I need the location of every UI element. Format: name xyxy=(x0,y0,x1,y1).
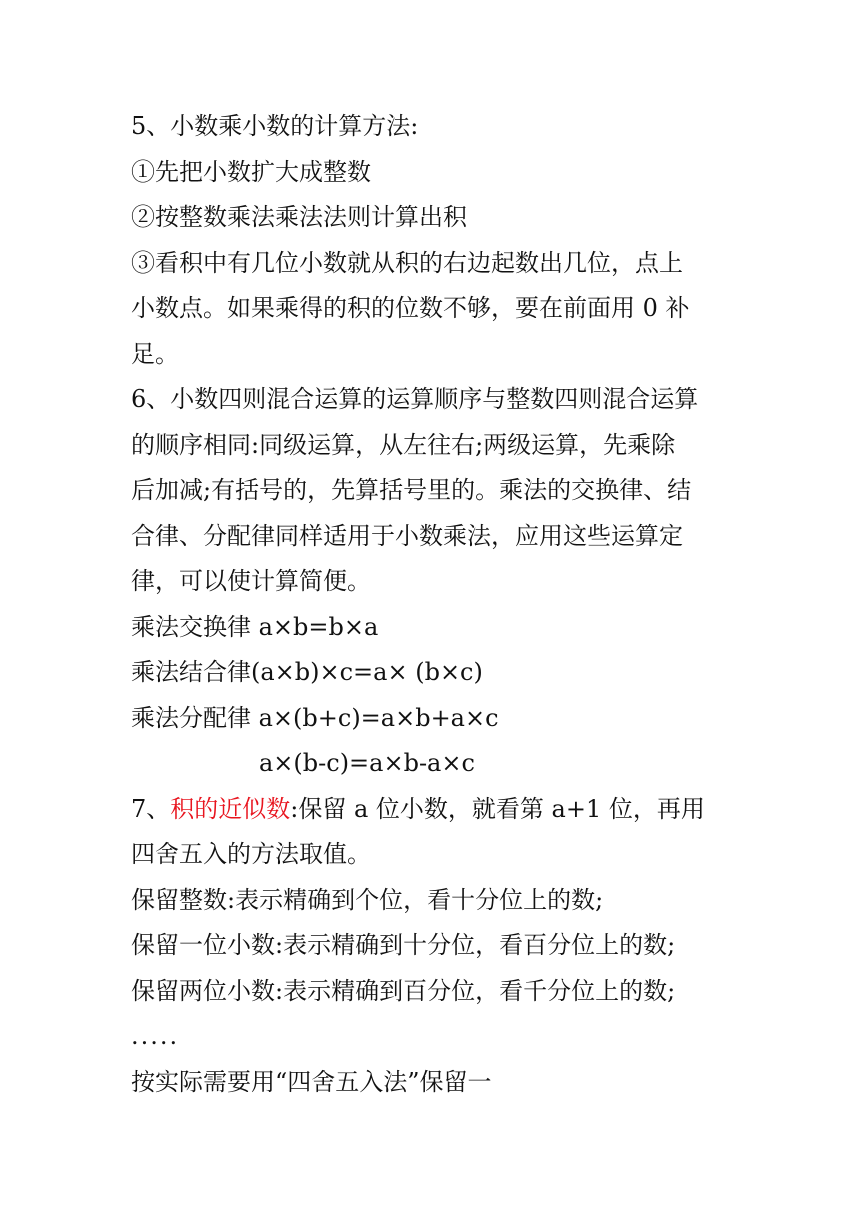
associative-law: 乘法结合律(a×b)×c=a× (b×c) xyxy=(131,658,483,686)
step-3-text-line-3: 足。 xyxy=(131,339,179,368)
section-7-number: 7、 xyxy=(131,794,171,823)
step-3-text-line-1: ③看积中有几位小数就从积的右边起数出几位，点上 xyxy=(131,248,683,277)
ellipsis-dots: ..... xyxy=(131,1022,180,1050)
section-6-text-line-3: 后加减;有括号的，先算括号里的。乘法的交换律、结 xyxy=(131,476,692,504)
section-7-text-rest: :保留 a 位小数，就看第 a+1 位，再用 xyxy=(290,794,705,823)
section-6-text-line-5: 律，可以使计算简便。 xyxy=(131,567,371,595)
step-1-text: ①先把小数扩大成整数 xyxy=(131,157,371,186)
step-3-text-line-2: 小数点。如果乘得的积的位数不够，要在前面用 0 补 xyxy=(131,294,690,322)
section-6-text-line-2: 的顺序相同:同级运算，从左往右;两级运算，先乘除 xyxy=(131,430,676,459)
document-body xyxy=(131,104,731,1105)
distributive-law: 乘法分配律 a×(b+c)=a×b+a×c xyxy=(131,703,499,732)
commutative-law: 乘法交换律 a×b=b×a xyxy=(131,612,379,641)
section-7-text-line-2: 四舍五入的方法取值。 xyxy=(131,840,371,868)
section-6-text-line-4: 合律、分配律同样适用于小数乘法，应用这些运算定 xyxy=(131,521,683,550)
step-2-text: ②按整数乘法乘法法则计算出积 xyxy=(131,203,467,231)
final-text-line: 按实际需要用“四舍五入法”保留一 xyxy=(131,1067,492,1096)
section-6-text-line-1: 6、小数四则混合运算的运算顺序与整数四则混合运算 xyxy=(131,385,699,413)
distributive-law-subtraction: a×(b-c)=a×b-a×c xyxy=(259,749,475,777)
round-to-one-decimal-text: 保留一位小数:表示精确到十分位，看百分位上的数; xyxy=(131,931,676,959)
section-7-text-line-1 xyxy=(131,787,731,833)
round-to-two-decimal-text: 保留两位小数:表示精确到百分位，看千分位上的数; xyxy=(131,976,676,1005)
round-to-integer-text: 保留整数:表示精确到个位，看十分位上的数; xyxy=(131,885,604,914)
approximate-product-term: 积的近似数 xyxy=(170,794,291,823)
section-5-heading: 5、小数乘小数的计算方法: xyxy=(131,112,419,140)
